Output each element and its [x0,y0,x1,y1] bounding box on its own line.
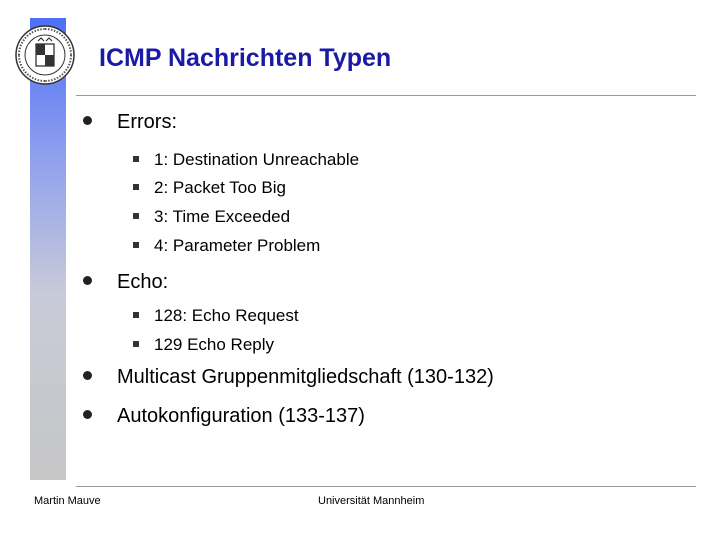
sub-bullet-label: 1: Destination Unreachable [154,150,360,169]
bullet-label: Multicast Gruppenmitgliedschaft (130-132) [117,366,494,388]
bullet-label: Echo: [117,271,169,293]
sub-bullet-label: 2: Packet Too Big [154,178,286,197]
footer-author: Martin Mauve [34,495,101,507]
bullet-label: Autokonfiguration (133-137) [117,405,365,427]
sub-bullet-label: 128: Echo Request [154,306,299,325]
footer-institution: Universität Mannheim [318,495,425,507]
sub-bullet-label: 3: Time Exceeded [154,207,291,226]
square-bullet-icon [133,312,139,318]
square-bullet-icon [133,156,139,162]
square-bullet-icon [133,242,139,248]
sub-bullet [133,207,290,227]
title-divider [76,95,696,96]
page-title: ICMP Nachrichten Typen [99,44,392,72]
footer-divider [76,486,696,487]
bullet-echo [83,271,168,294]
bullet-label: Errors: [117,111,177,133]
university-seal-icon [14,24,76,86]
bullet-icon [83,276,92,285]
sub-bullet [133,178,286,198]
bullet-icon [83,410,92,419]
square-bullet-icon [133,341,139,347]
sub-bullet-label: 4: Parameter Problem [154,236,321,255]
square-bullet-icon [133,213,139,219]
bullet-autokonfiguration [83,405,365,428]
bullet-icon [83,371,92,380]
sub-bullet [133,236,320,256]
sub-bullet [133,150,359,170]
bullet-errors [83,111,177,134]
bullet-icon [83,116,92,125]
sub-bullet [133,335,274,355]
square-bullet-icon [133,184,139,190]
sub-bullet [133,306,299,326]
sub-bullet-label: 129 Echo Reply [154,335,275,354]
sidebar-gradient-bar [30,18,66,480]
bullet-multicast [83,366,494,389]
